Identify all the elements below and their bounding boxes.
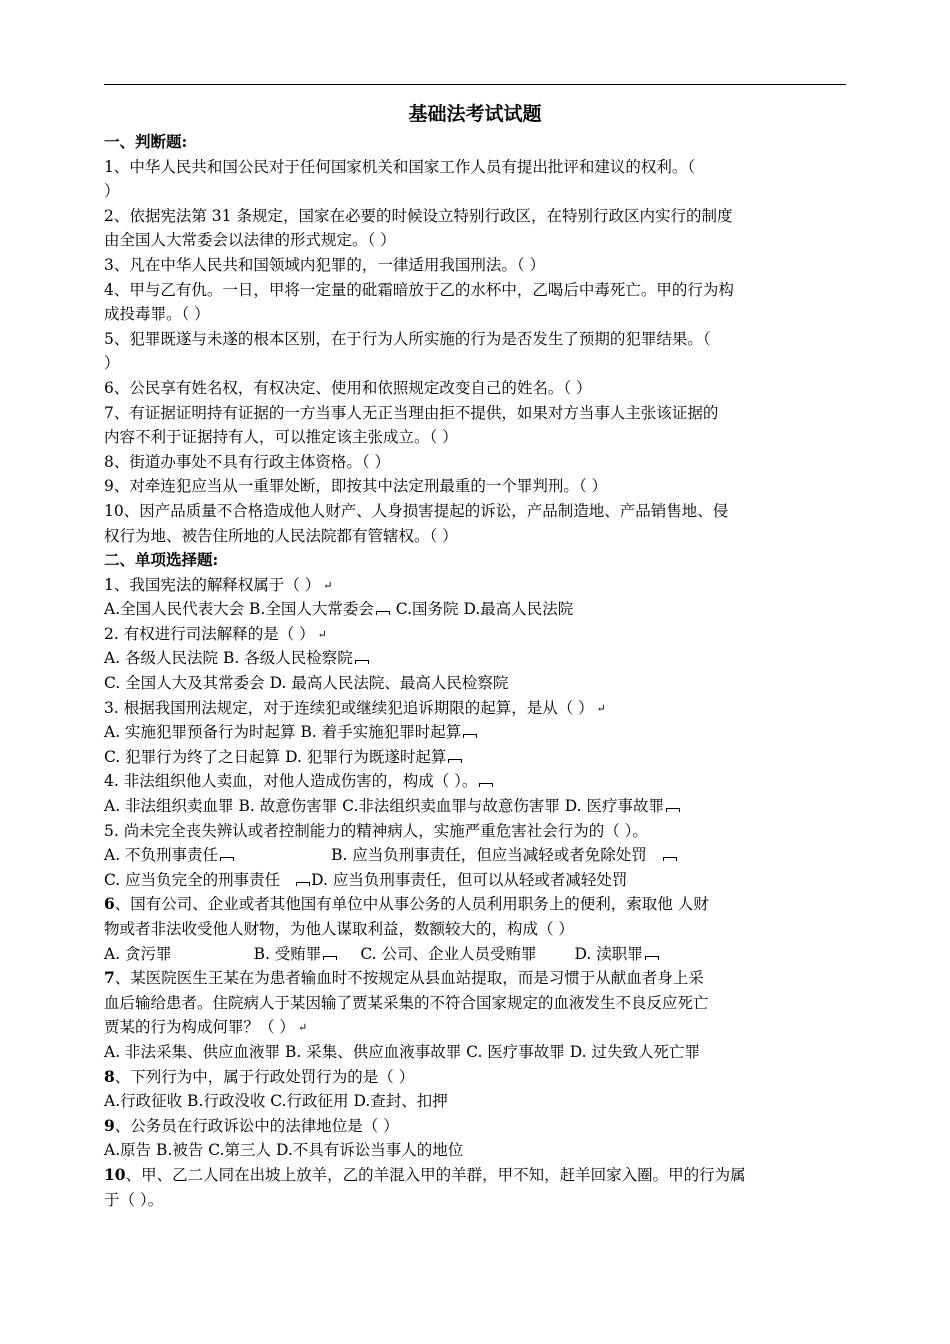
header-rule (104, 84, 846, 85)
question-line: 内容不利于证据持有人，可以推定该主张成立。（ ） (104, 428, 458, 447)
anchor-mark-icon (219, 854, 235, 862)
question-line: 由全国人大常委会以法律的形式规定。（ ） (104, 231, 396, 250)
return-mark-icon: ↵ (596, 701, 604, 715)
question-line (104, 892, 846, 917)
options-line: A.原告 B.被告 C.第三人 D.不具有诉讼当事人的地位 (104, 1141, 464, 1160)
question-text: 2. 有权进行司法解释的是（ ） (104, 624, 315, 643)
option-text: B. 应当负刑事责任，但应当减轻或者免除处罚 (331, 846, 647, 865)
option-text: D. 应当负刑事责任，但可以从轻或者减轻处罚 (311, 870, 628, 889)
question-line: 10、因产品质量不合格造成他人财产、人身损害提起的诉讼，产品制造地、产品销售地、侵 (104, 501, 729, 520)
question-text: 、公务员在行政诉讼中的法律地位是（ ） (114, 1116, 399, 1135)
question-line: 2、依据宪法第 31 条规定，国家在必要的时候设立特别行政区，在特别行政区内实行的制度 (104, 206, 733, 225)
question-line (104, 1114, 846, 1139)
anchor-mark-icon (478, 780, 494, 788)
option-text: D. 渎职罪 (574, 944, 643, 963)
exam-document (104, 98, 846, 1212)
options-line: A. 非法采集、供应血液罪 B. 采集、供应血液事故罪 C. 医疗事故罪 D. 过失致人死亡罪 (104, 1042, 700, 1061)
question-line: 血后输给患者。住院病人于某因输了贾某采集的不符合国家规定的血液发生不良反应死亡 (104, 993, 709, 1012)
question-line: ） (104, 354, 120, 373)
question-line: 7、有证据证明持有证据的一方当事人无正当理由拒不提供，如果对方当事人主张该证据的 (104, 403, 719, 422)
question-line: 物或者非法收受他人财物，为他人谋取利益，数额较大的，构成（ ） (104, 920, 574, 938)
question-number: 10 (104, 1164, 126, 1184)
question-number: 6 (104, 894, 115, 914)
question-number: 9 (104, 1115, 115, 1135)
question-text: 、某医院医生王某在为患者输血时不按规定从县血站提取，而是习惯于从献血者身上采 (114, 969, 704, 988)
options-line (104, 745, 846, 770)
options-line (104, 868, 846, 893)
option-text: A. 贪污罪 (104, 944, 172, 963)
anchor-mark-icon (295, 879, 311, 887)
option-text: C. 犯罪行为终了之日起算 D. 犯罪行为既遂时起算 (104, 747, 447, 766)
return-mark-icon: ↵ (297, 1021, 306, 1035)
options-line (104, 720, 846, 745)
option-text: C. 公司、企业人员受贿罪 (360, 944, 537, 963)
anchor-mark-icon (462, 731, 478, 739)
question-line (104, 1065, 846, 1090)
option-text: C. 应当负完全的刑事责任 (104, 870, 281, 889)
question-text: 贾某的行为构成何罪？（ ） (104, 1018, 295, 1037)
question-line: ） (104, 182, 120, 201)
anchor-mark-icon (375, 608, 391, 616)
question-text: 、甲、乙二人同在出坡上放羊，乙的羊混入甲的羊群，甲不知，赶羊回家入圈。甲的行为属 (125, 1165, 746, 1184)
return-mark-icon: ↵ (323, 578, 331, 592)
question-text: 1、我国宪法的解释权属于（ ） (104, 575, 321, 594)
option-text: A. 不负刑事责任 (104, 846, 219, 865)
options-line (104, 597, 846, 622)
question-line: 9、对牵连犯应当从一重罪处断，即按其中法定刑最重的一个罪判刑。（ ） (104, 477, 608, 496)
question-text: 4. 非法组织他人卖血，对他人造成伤害的，构成（ ）。 (104, 772, 478, 791)
question-line: 5. 尚未完全丧失辨认或者控制能力的精神病人，实施严重危害社会行为的（ ）。 (104, 821, 648, 840)
question-line (104, 573, 846, 598)
option-text: A. 非法组织卖血罪 B. 故意伤害罪 C.非法组织卖血罪与故意伤害罪 D. 医疗事故罪 (104, 797, 665, 816)
return-mark-icon: ↵ (317, 627, 325, 641)
option-text: A. 实施犯罪预备行为时起算 B. 着手实施犯罪时起算 (104, 723, 462, 742)
option-text: C.国务院 D.最高人民法院 (390, 600, 574, 619)
question-line (104, 1015, 846, 1040)
question-line (104, 1163, 846, 1188)
question-number: 7 (104, 968, 115, 988)
anchor-mark-icon (447, 756, 463, 764)
question-line (104, 696, 846, 721)
option-text: A. 各级人民法院 B. 各级人民检察院 (104, 649, 353, 668)
question-line: 4、甲与乙有仇。一日，甲将一定量的砒霜暗放于乙的水杯中，乙喝后中毒死亡。甲的行为构 (104, 280, 734, 299)
section-heading-multiple-choice: 二、单项选择题: (104, 550, 219, 570)
question-line: 于（ ）。 (104, 1190, 164, 1209)
option-text: B. 受贿罪 (253, 944, 322, 963)
anchor-mark-icon (354, 657, 370, 665)
options-line (104, 646, 846, 671)
question-line: 3、凡在中华人民共和国领域内犯罪的，一律适用我国刑法。（ ） (104, 255, 546, 274)
question-text: 3. 根据我国刑法规定，对于连续犯或继续犯追诉期限的起算，是从（ ） (104, 698, 594, 717)
question-line (104, 622, 846, 647)
question-line (104, 966, 846, 991)
options-line (104, 843, 846, 868)
question-number: 8 (104, 1066, 115, 1086)
question-line: 6、公民享有姓名权，有权决定、使用和依照规定改变自己的姓名。（ ） (104, 378, 592, 397)
question-line: 成投毒罪。（ ） (104, 305, 210, 324)
question-line: 1、中华人民共和国公民对于任何国家机关和国家工作人员有提出批评和建议的权利。（ (104, 157, 696, 176)
anchor-mark-icon (322, 953, 338, 961)
question-line: 5、犯罪既遂与未遂的根本区别，在于行为人所实施的行为是否发生了预期的犯罪结果。（ (104, 329, 711, 348)
question-text: 、国有公司、企业或者其他国有单位中从事公务的人员利用职务上的便利，索取他 人财 (114, 895, 709, 914)
anchor-mark-icon (644, 953, 660, 961)
section-heading-true-false: 一、判断题: (104, 132, 188, 151)
question-line (104, 769, 846, 794)
anchor-mark-icon (665, 805, 681, 813)
question-text: 、下列行为中，属于行政处罚行为的是（ ） (114, 1067, 415, 1086)
question-line: 权行为地、被告住所地的人民法院都有管辖权。（ ） (104, 526, 458, 545)
options-line: C. 全国人大及其常委会 D. 最高人民法院、最高人民检察院 (104, 674, 509, 693)
options-line (104, 942, 846, 967)
anchor-mark-icon (662, 854, 678, 862)
option-text: A.全国人民代表大会 B.全国人大常委会 (104, 600, 374, 619)
options-line (104, 794, 846, 819)
page-title: 基础法考试试题 (408, 103, 542, 125)
question-line: 8、街道办事处不具有行政主体资格。（ ） (104, 452, 391, 471)
options-line: A.行政征收 B.行政没收 C.行政征用 D.查封、扣押 (104, 1092, 448, 1111)
